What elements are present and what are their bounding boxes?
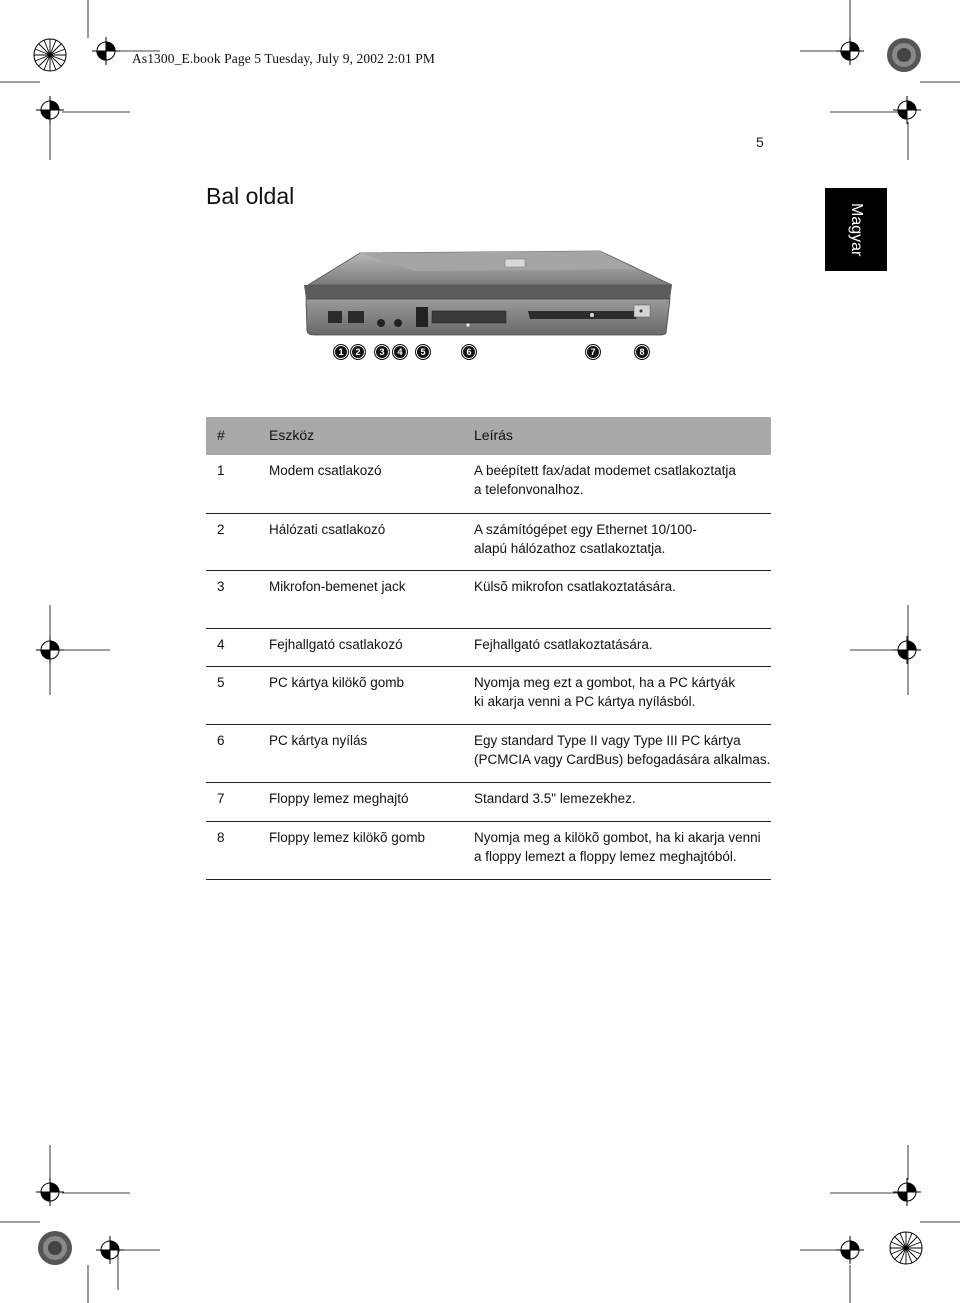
table-row: [206, 783, 771, 822]
description-line: (PCMCIA vagy CardBus) befogadására alkalmas.: [474, 752, 771, 767]
page-number: 5: [756, 134, 764, 150]
callout-2: 2: [350, 344, 366, 360]
callout-7: 7: [585, 344, 601, 360]
row-description: [474, 789, 636, 808]
description-line: Standard 3.5" lemezekhez.: [474, 791, 636, 806]
table-row: [206, 725, 771, 783]
description-line: Egy standard Type II vagy Type III PC kártya: [474, 733, 741, 748]
row-number: 1: [217, 463, 225, 478]
description-line: A számítógépet egy Ethernet 10/100-: [474, 522, 697, 537]
row-device: PC kártya nyílás: [269, 733, 368, 748]
header-number: #: [217, 427, 225, 443]
row-device: Hálózati csatlakozó: [269, 522, 386, 537]
description-line: Nyomja meg a kilökõ gombot, ha ki akarja venni: [474, 830, 761, 845]
row-description: [474, 461, 736, 499]
table-row: [206, 514, 771, 571]
header-description: Leírás: [474, 427, 513, 443]
row-description: [474, 520, 697, 558]
row-number: 4: [217, 637, 225, 652]
table-header: [206, 417, 771, 455]
callout-8: 8: [634, 344, 650, 360]
description-line: alapú hálózathoz csatlakoztatja.: [474, 541, 666, 556]
callout-5: 5: [415, 344, 431, 360]
language-tab-label: Magyar: [848, 202, 865, 257]
row-device: Mikrofon-bemenet jack: [269, 579, 406, 594]
table-row: [206, 571, 771, 629]
description-line: Nyomja meg ezt a gombot, ha a PC kártyák: [474, 675, 736, 690]
description-line: a floppy lemezt a floppy lemez meghajtóból.: [474, 849, 737, 864]
row-number: 6: [217, 733, 225, 748]
description-line: A beépített fax/adat modemet csatlakoztatja: [474, 463, 736, 478]
row-number: 5: [217, 675, 225, 690]
description-line: a telefonvonalhoz.: [474, 482, 584, 497]
row-description: [474, 828, 761, 866]
callout-4: 4: [392, 344, 408, 360]
row-description: [474, 577, 676, 596]
row-number: 2: [217, 522, 225, 537]
row-device: PC kártya kilökõ gomb: [269, 675, 405, 690]
row-number: 8: [217, 830, 225, 845]
row-number: 3: [217, 579, 225, 594]
row-description: [474, 731, 770, 769]
row-device: Floppy lemez meghajtó: [269, 791, 409, 806]
description-line: ki akarja venni a PC kártya nyílásból.: [474, 694, 696, 709]
row-device: Floppy lemez kilökõ gomb: [269, 830, 426, 845]
description-line: Külsõ mikrofon csatlakoztatására.: [474, 579, 676, 594]
row-device: Fejhallgató csatlakozó: [269, 637, 403, 652]
row-description: [474, 635, 653, 654]
description-line: Fejhallgató csatlakoztatására.: [474, 637, 653, 652]
laptop-left-side-illustration: [300, 245, 680, 340]
callout-3: 3: [374, 344, 390, 360]
table-row: [206, 822, 771, 880]
parts-table: [206, 417, 771, 880]
table-row: [206, 667, 771, 725]
table-row: [206, 455, 771, 514]
page-title: Bal oldal: [206, 183, 295, 209]
row-device: Modem csatlakozó: [269, 463, 382, 478]
row-description: [474, 673, 735, 711]
row-number: 7: [217, 791, 225, 806]
callout-1: 1: [333, 344, 349, 360]
header-device: Eszköz: [269, 427, 315, 443]
table-row: [206, 629, 771, 667]
print-header: As1300_E.book Page 5 Tuesday, July 9, 2002 2:01 PM: [132, 51, 436, 66]
callout-6: 6: [461, 344, 477, 360]
